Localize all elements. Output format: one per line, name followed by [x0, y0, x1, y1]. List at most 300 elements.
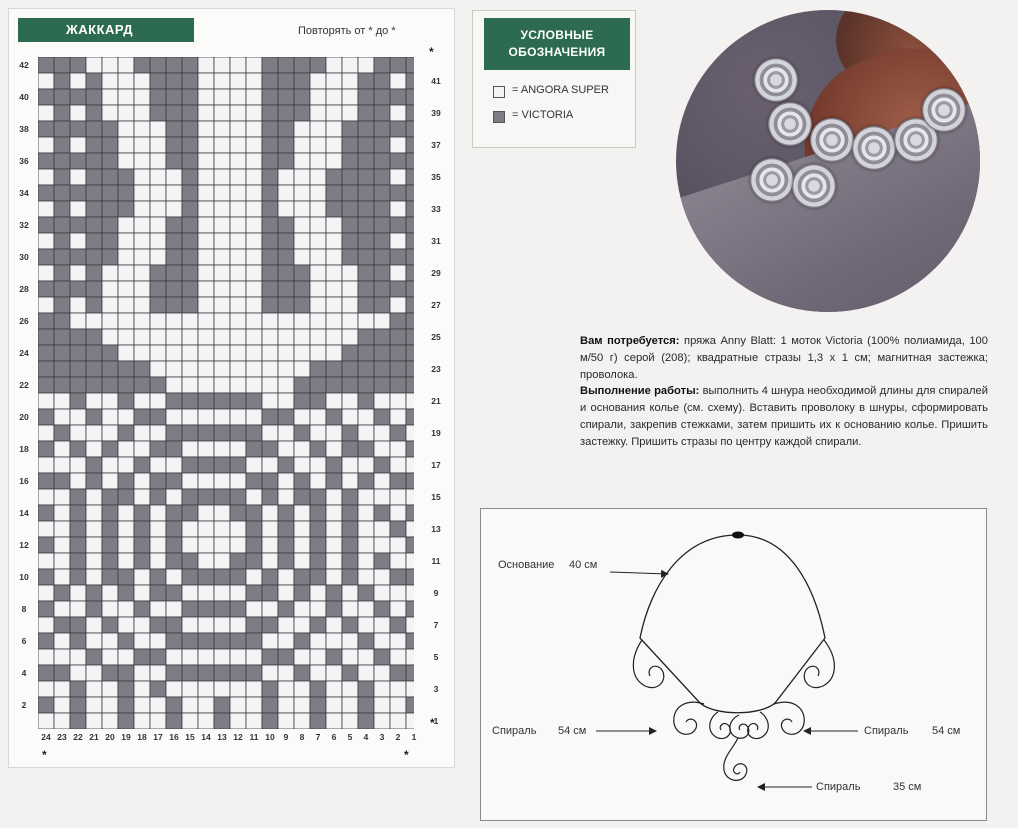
- grid-cell: [294, 105, 310, 121]
- grid-cell: [294, 137, 310, 153]
- grid-cell: [198, 409, 214, 425]
- grid-cell: [54, 297, 70, 313]
- grid-cell: [134, 601, 150, 617]
- grid-cell: [358, 553, 374, 569]
- grid-cell: [102, 297, 118, 313]
- grid-cell: [198, 265, 214, 281]
- grid-cell: [310, 377, 326, 393]
- row-number-left: 18: [19, 444, 29, 454]
- grid-cell: [54, 441, 70, 457]
- grid-cell: [214, 425, 230, 441]
- grid-cell: [278, 377, 294, 393]
- row-number-left: 42: [19, 60, 29, 70]
- grid-cell: [118, 265, 134, 281]
- grid-cell: [342, 169, 358, 185]
- grid-cell: [86, 105, 102, 121]
- grid-cell: [86, 345, 102, 361]
- grid-cell: [134, 553, 150, 569]
- grid-cell: [294, 473, 310, 489]
- grid-cell: [214, 201, 230, 217]
- grid-cell: [166, 553, 182, 569]
- grid-cell: [406, 89, 414, 105]
- grid-cell: [150, 393, 166, 409]
- grid-cell: [374, 601, 390, 617]
- grid-cell: [326, 313, 342, 329]
- row-number-left: 24: [19, 348, 29, 358]
- grid-cell: [246, 489, 262, 505]
- grid-cell: [374, 249, 390, 265]
- grid-cell: [198, 617, 214, 633]
- grid-cell: [182, 505, 198, 521]
- grid-cell: [246, 297, 262, 313]
- column-number: 19: [121, 732, 131, 742]
- grid-cell: [54, 265, 70, 281]
- grid-cell: [70, 457, 86, 473]
- grid-cell: [118, 201, 134, 217]
- grid-cell: [118, 89, 134, 105]
- grid-cell: [294, 185, 310, 201]
- grid-cell: [54, 681, 70, 697]
- grid-cell: [406, 521, 414, 537]
- grid-cell: [390, 521, 406, 537]
- grid-cell: [390, 329, 406, 345]
- grid-cell: [358, 281, 374, 297]
- grid-cell: [70, 569, 86, 585]
- grid-cell: [134, 681, 150, 697]
- grid-cell: [374, 633, 390, 649]
- grid-cell: [310, 489, 326, 505]
- legend-label-angora: = ANGORA SUPER: [512, 84, 609, 96]
- grid-cell: [278, 217, 294, 233]
- grid-cell: [54, 345, 70, 361]
- grid-cell: [54, 249, 70, 265]
- grid-cell: [262, 633, 278, 649]
- grid-cell: [70, 473, 86, 489]
- grid-cell: [150, 217, 166, 233]
- grid-cell: [70, 585, 86, 601]
- grid-cell: [134, 649, 150, 665]
- grid-cell: [358, 633, 374, 649]
- row-number-left: 36: [19, 156, 29, 166]
- grid-cell: [182, 697, 198, 713]
- grid-cell: [246, 713, 262, 729]
- spiral-right-label: Спираль: [864, 725, 909, 737]
- grid-cell: [310, 361, 326, 377]
- grid-cell: [294, 409, 310, 425]
- grid-cell: [374, 697, 390, 713]
- grid-cell: [86, 489, 102, 505]
- grid-cell: [342, 73, 358, 89]
- grid-cell: [326, 441, 342, 457]
- row-number-left: 40: [19, 92, 29, 102]
- grid-cell: [54, 105, 70, 121]
- grid-cell: [374, 105, 390, 121]
- grid-cell: [390, 553, 406, 569]
- grid-cell: [86, 361, 102, 377]
- grid-cell: [278, 697, 294, 713]
- grid-cell: [214, 489, 230, 505]
- grid-cell: [134, 569, 150, 585]
- grid-cell: [326, 361, 342, 377]
- grid-cell: [54, 537, 70, 553]
- grid-cell: [182, 457, 198, 473]
- grid-cell: [102, 409, 118, 425]
- grid-cell: [102, 601, 118, 617]
- grid-cell: [230, 569, 246, 585]
- grid-cell: [374, 281, 390, 297]
- grid-cell: [214, 713, 230, 729]
- grid-cell: [198, 441, 214, 457]
- grid-cell: [182, 585, 198, 601]
- grid-cell: [374, 649, 390, 665]
- grid-cell: [358, 121, 374, 137]
- grid-cell: [310, 393, 326, 409]
- grid-cell: [86, 137, 102, 153]
- grid-cell: [374, 361, 390, 377]
- column-number: 8: [299, 732, 305, 742]
- grid-cell: [54, 217, 70, 233]
- grid-cell: [86, 681, 102, 697]
- grid-cell: [150, 233, 166, 249]
- grid-cell: [134, 665, 150, 681]
- grid-cell: [166, 681, 182, 697]
- grid-cell: [230, 361, 246, 377]
- grid-cell: [86, 313, 102, 329]
- column-number: 15: [185, 732, 195, 742]
- grid-cell: [342, 185, 358, 201]
- row-number-right: 37: [431, 140, 441, 150]
- grid-cell: [262, 425, 278, 441]
- grid-cell: [294, 233, 310, 249]
- grid-cell: [214, 57, 230, 73]
- grid-cell: [102, 233, 118, 249]
- grid-cell: [118, 249, 134, 265]
- grid-cell: [230, 217, 246, 233]
- grid-cell: [86, 377, 102, 393]
- grid-cell: [102, 665, 118, 681]
- grid-cell: [38, 377, 54, 393]
- grid-cell: [262, 521, 278, 537]
- row-number-right: 15: [431, 492, 441, 502]
- grid-cell: [342, 409, 358, 425]
- column-number: 23: [57, 732, 67, 742]
- grid-cell: [246, 409, 262, 425]
- grid-cell: [246, 89, 262, 105]
- grid-cell: [102, 489, 118, 505]
- grid-cell: [118, 105, 134, 121]
- grid-cell: [358, 537, 374, 553]
- grid-cell: [310, 313, 326, 329]
- grid-cell: [294, 553, 310, 569]
- grid-cell: [358, 345, 374, 361]
- grid-cell: [166, 281, 182, 297]
- column-number: 6: [331, 732, 337, 742]
- grid-cell: [198, 457, 214, 473]
- grid-cell: [70, 649, 86, 665]
- grid-cell: [390, 537, 406, 553]
- grid-cell: [70, 217, 86, 233]
- grid-cell: [310, 265, 326, 281]
- repeat-star-top: *: [429, 45, 434, 59]
- grid-cell: [262, 489, 278, 505]
- grid-cell: [118, 569, 134, 585]
- grid-cell: [214, 345, 230, 361]
- grid-cell: [358, 265, 374, 281]
- grid-cell: [310, 441, 326, 457]
- grid-cell: [262, 665, 278, 681]
- grid-cell: [102, 265, 118, 281]
- grid-cell: [310, 521, 326, 537]
- legend-swatch-dark: [493, 111, 505, 123]
- grid-cell: [278, 201, 294, 217]
- grid-cell: [182, 73, 198, 89]
- row-number-left: 6: [21, 636, 27, 646]
- grid-cell: [86, 649, 102, 665]
- grid-cell: [246, 73, 262, 89]
- grid-cell: [102, 313, 118, 329]
- grid-cell: [246, 345, 262, 361]
- grid-cell: [294, 521, 310, 537]
- necklace-photo: [676, 10, 980, 312]
- grid-cell: [374, 457, 390, 473]
- grid-cell: [390, 345, 406, 361]
- grid-cell: [262, 537, 278, 553]
- grid-cell: [374, 73, 390, 89]
- grid-cell: [326, 489, 342, 505]
- grid-cell: [262, 601, 278, 617]
- grid-cell: [294, 217, 310, 233]
- grid-cell: [182, 233, 198, 249]
- grid-cell: [198, 473, 214, 489]
- grid-cell: [38, 185, 54, 201]
- grid-cell: [102, 57, 118, 73]
- grid-cell: [230, 585, 246, 601]
- grid-cell: [102, 585, 118, 601]
- grid-cell: [246, 249, 262, 265]
- grid-cell: [150, 313, 166, 329]
- grid-cell: [374, 585, 390, 601]
- grid-cell: [294, 633, 310, 649]
- materials-heading: Вам потребуется:: [580, 335, 680, 347]
- grid-cell: [166, 537, 182, 553]
- grid-cell: [118, 361, 134, 377]
- grid-cell: [134, 441, 150, 457]
- grid-cell: [246, 137, 262, 153]
- grid-cell: [358, 505, 374, 521]
- grid-cell: [406, 105, 414, 121]
- grid-cell: [230, 249, 246, 265]
- grid-cell: [118, 697, 134, 713]
- grid-cell: [166, 297, 182, 313]
- row-number-left: 26: [19, 316, 29, 326]
- grid-cell: [118, 153, 134, 169]
- grid-cell: [262, 153, 278, 169]
- grid-cell: [230, 329, 246, 345]
- grid-cell: [134, 217, 150, 233]
- grid-cell: [166, 521, 182, 537]
- grid-cell: [54, 617, 70, 633]
- grid-cell: [214, 377, 230, 393]
- grid-cell: [294, 297, 310, 313]
- grid-cell: [38, 153, 54, 169]
- grid-cell: [310, 57, 326, 73]
- grid-cell: [326, 217, 342, 233]
- grid-cell: [278, 89, 294, 105]
- grid-cell: [246, 537, 262, 553]
- grid-cell: [102, 201, 118, 217]
- grid-cell: [310, 233, 326, 249]
- grid-cell: [230, 457, 246, 473]
- grid-cell: [310, 217, 326, 233]
- grid-cell: [182, 569, 198, 585]
- grid-cell: [262, 73, 278, 89]
- grid-cell: [214, 473, 230, 489]
- spiral-left-label: Спираль: [492, 725, 537, 737]
- grid-cell: [102, 217, 118, 233]
- grid-cell: [310, 665, 326, 681]
- grid-cell: [246, 393, 262, 409]
- grid-cell: [118, 121, 134, 137]
- grid-cell: [118, 505, 134, 521]
- grid-cell: [342, 537, 358, 553]
- grid-cell: [198, 73, 214, 89]
- legend-swatch-light: [493, 86, 505, 98]
- grid-cell: [214, 153, 230, 169]
- grid-cell: [134, 617, 150, 633]
- grid-cell: [230, 377, 246, 393]
- grid-cell: [54, 505, 70, 521]
- grid-cell: [358, 489, 374, 505]
- grid-cell: [118, 521, 134, 537]
- spiral-bottom-label: Спираль: [816, 781, 861, 793]
- grid-cell: [262, 377, 278, 393]
- grid-cell: [262, 265, 278, 281]
- grid-cell: [358, 585, 374, 601]
- grid-cell: [102, 281, 118, 297]
- row-number-left: 2: [21, 700, 27, 710]
- grid-cell: [342, 649, 358, 665]
- grid-cell: [166, 217, 182, 233]
- grid-cell: [342, 121, 358, 137]
- grid-cell: [374, 265, 390, 281]
- grid-cell: [182, 89, 198, 105]
- grid-cell: [374, 713, 390, 729]
- grid-cell: [374, 665, 390, 681]
- grid-cell: [326, 297, 342, 313]
- grid-cell: [358, 137, 374, 153]
- grid-cell: [166, 313, 182, 329]
- grid-cell: [326, 585, 342, 601]
- grid-cell: [342, 377, 358, 393]
- grid-cell: [406, 361, 414, 377]
- grid-cell: [326, 249, 342, 265]
- grid-cell: [70, 265, 86, 281]
- grid-cell: [70, 489, 86, 505]
- grid-cell: [102, 249, 118, 265]
- grid-cell: [150, 153, 166, 169]
- grid-cell: [278, 73, 294, 89]
- grid-cell: [102, 169, 118, 185]
- grid-cell: [150, 617, 166, 633]
- grid-cell: [326, 425, 342, 441]
- grid-cell: [182, 169, 198, 185]
- grid-cell: [118, 377, 134, 393]
- grid-cell: [358, 185, 374, 201]
- row-number-right: 19: [431, 428, 441, 438]
- grid-cell: [294, 153, 310, 169]
- grid-cell: [262, 57, 278, 73]
- grid-cell: [214, 361, 230, 377]
- grid-cell: [310, 281, 326, 297]
- grid-cell: [262, 361, 278, 377]
- grid-cell: [230, 185, 246, 201]
- grid-cell: [182, 57, 198, 73]
- grid-cell: [70, 329, 86, 345]
- grid-cell: [54, 553, 70, 569]
- grid-cell: [134, 169, 150, 185]
- grid-cell: [182, 105, 198, 121]
- grid-cell: [166, 489, 182, 505]
- grid-cell: [118, 649, 134, 665]
- row-number-left: 12: [19, 540, 29, 550]
- grid-cell: [134, 585, 150, 601]
- grid-cell: [214, 633, 230, 649]
- grid-cell: [86, 73, 102, 89]
- grid-cell: [54, 473, 70, 489]
- grid-cell: [38, 121, 54, 137]
- grid-cell: [70, 89, 86, 105]
- grid-cell: [230, 601, 246, 617]
- grid-cell: [230, 505, 246, 521]
- grid-cell: [182, 249, 198, 265]
- grid-cell: [390, 425, 406, 441]
- grid-cell: [70, 393, 86, 409]
- grid-cell: [294, 393, 310, 409]
- grid-cell: [246, 105, 262, 121]
- grid-cell: [406, 505, 414, 521]
- grid-cell: [310, 505, 326, 521]
- row-number-right: 29: [431, 268, 441, 278]
- grid-cell: [54, 137, 70, 153]
- grid-cell: [102, 393, 118, 409]
- grid-cell: [326, 633, 342, 649]
- grid-cell: [230, 89, 246, 105]
- grid-cell: [406, 425, 414, 441]
- grid-cell: [326, 601, 342, 617]
- grid-cell: [374, 329, 390, 345]
- grid-cell: [326, 89, 342, 105]
- grid-cell: [198, 281, 214, 297]
- grid-cell: [278, 409, 294, 425]
- grid-cell: [214, 89, 230, 105]
- grid-cell: [406, 473, 414, 489]
- grid-cell: [182, 329, 198, 345]
- grid-cell: [374, 201, 390, 217]
- grid-cell: [166, 441, 182, 457]
- grid-cell: [246, 681, 262, 697]
- grid-cell: [86, 553, 102, 569]
- grid-cell: [294, 121, 310, 137]
- grid-cell: [166, 361, 182, 377]
- grid-cell: [150, 441, 166, 457]
- grid-cell: [102, 377, 118, 393]
- grid-cell: [390, 201, 406, 217]
- grid-cell: [390, 297, 406, 313]
- grid-cell: [86, 169, 102, 185]
- grid-cell: [38, 633, 54, 649]
- grid-cell: [262, 105, 278, 121]
- grid-cell: [342, 57, 358, 73]
